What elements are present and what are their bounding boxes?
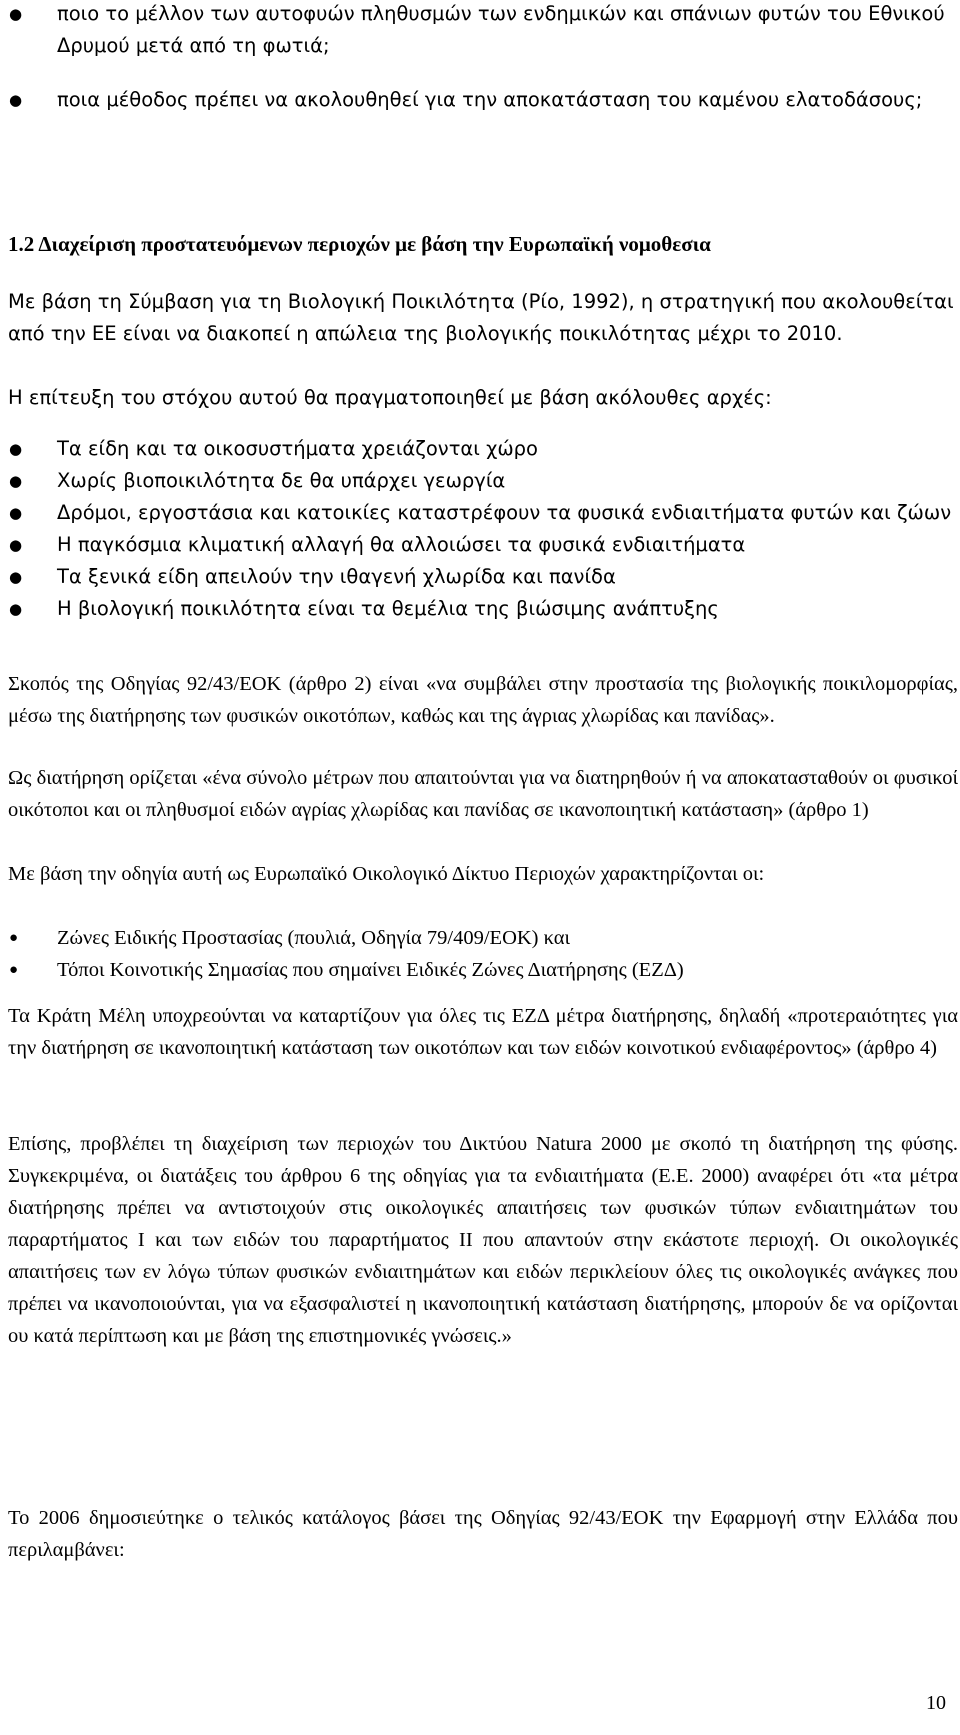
list-item: ● Δρόμοι, εργοστάσια και κατοικίες καταστρέφουν τα φυσικά ενδιαιτήματα φυτών και ζώων	[8, 497, 958, 529]
list-item: ● Χωρίς βιοποικιλότητα δε θα υπάρχει γεωργία	[8, 465, 958, 497]
catalogue-paragraph: Το 2006 δημοσιεύτηκε ο τελικός κατάλογος βάσει της Οδηγίας 92/43/ΕΟΚ την Εφαρμογή στην Ελλάδα που περιλαμβάνει:	[8, 1507, 958, 1561]
list-item: ● Τόποι Κοινοτικής Σημασίας που σημαίνει Ειδικές Ζώνες Διατήρησης (ΕΖΔ)	[8, 954, 958, 986]
purpose-paragraph: Σκοπός της Οδηγίας 92/43/ΕΟΚ (άρθρο 2) είναι «να συμβάλει στην προστασία της βιολογικής ποικιλομορφίας, μέσω της διατήρησης των φυσικών οικοτόπων, καθώς και της άγριας χλωρίδας και πανίδας».	[8, 673, 958, 727]
natura-paragraph: Επίσης, προβλέπει τη διαχείριση των περιοχών του Δικτύου Natura 2000 με σκοπό τη διατήρηση της φύσης. Συγκεκριμένα, οι διατάξεις του άρθρου 6 της οδηγίας για τα ενδιαιτήματα (Ε.Ε. 2000) αναφέρει ότι «τα μέτρα διατήρησης πρέπει να αντιστοιχούν στις οικολογικές απαιτήσεις των φυσικών τύπων ενδιαιτημάτων του παραρτήματος Ι και των ειδών του παραρτήματος ΙΙ που απαντούν στην εκάστοτε περιοχή. Οι οικολογικές απαιτήσεις των εν λόγω τύπων φυσικών ενδιαιτημάτων και ειδών περικλείουν όλες τις οικολογικές ανάγκες που πρέπει να ικανοποιούνται, για να εξασφαλιστεί η ικανοποιητική κατάσταση διατήρησης, μπορούν δε να ορίζονται ου κατά περίπτωση και με βάση της επιστημονικές γνώσεις.»	[8, 1133, 958, 1347]
section-heading: 1.2 Διαχείριση προστατευόμενων περιοχών με βάση την Ευρωπαϊκή νομοθεσια	[8, 232, 711, 256]
member-states-paragraph: Τα Κράτη Μέλη υποχρεούνται να καταρτίζουν για όλες τις ΕΖΔ μέτρα διατήρησης, δηλαδή «προτεραιότητες για την διατήρηση σε ικανοποιητική κατάσταση των οικοτόπων και των ειδών κοινοτικού ενδιαφέροντος» (άρθρο 4)	[8, 1005, 958, 1059]
intro-paragraph: Με βάση τη Σύμβαση για τη Βιολογική Ποικιλότητα (Ρίο, 1992), η στρατηγική που ακολουθείται από την ΕΕ είναι να διακοπεί η απώλεια της βιολογικής ποικιλότητας μέχρι το 2010.	[8, 290, 954, 345]
definition-paragraph: Ως διατήρηση ορίζεται «ένα σύνολο μέτρων που απαιτούνται για να διατηρηθούν ή να αποκατασταθούν οι φυσικοί οικότοποι και οι πληθυσμοί ειδών αγρίας χλωρίδας και πανίδας σε ικανοποιητική κατάσταση» (άρθρο 1)	[8, 767, 958, 821]
list-item: ● ποια μέθοδος πρέπει να ακολουθηθεί για την αποκατάσταση του καμένου ελατοδάσους;	[8, 84, 958, 116]
principles-list	[8, 433, 958, 625]
list-item: ● Η βιολογική ποικιλότητα είναι τα θεμέλια της βιώσιμης ανάπτυξης	[8, 593, 958, 625]
list-item: ● Τα ξενικά είδη απειλούν την ιθαγενή χλωρίδα και πανίδα	[8, 561, 958, 593]
network-list	[8, 922, 958, 986]
list-item: ● Η παγκόσμια κλιματική αλλαγή θα αλλοιώσει τα φυσικά ενδιαιτήματα	[8, 529, 958, 561]
list-item: ● Ζώνες Ειδικής Προστασίας (πουλιά, Οδηγία 79/409/ΕΟΚ) και	[8, 922, 958, 954]
network-intro: Με βάση την οδηγία αυτή ως Ευρωπαϊκό Οικολογικό Δίκτυο Περιοχών χαρακτηρίζονται οι:	[8, 863, 765, 885]
list-item: ● Τα είδη και τα οικοσυστήματα χρειάζονται χώρο	[8, 433, 958, 465]
page-number: 10	[926, 1692, 946, 1714]
top-question-list	[8, 0, 958, 116]
principles-intro: Η επίτευξη του στόχου αυτού θα πραγματοποιηθεί με βάση ακόλουθες αρχές:	[8, 386, 772, 409]
list-item: ● ποιο το μέλλον των αυτοφυών πληθυσμών των ενδημικών και σπάνιων φυτών του Εθνικού Δρυμού μετά από τη φωτιά;	[8, 0, 958, 62]
